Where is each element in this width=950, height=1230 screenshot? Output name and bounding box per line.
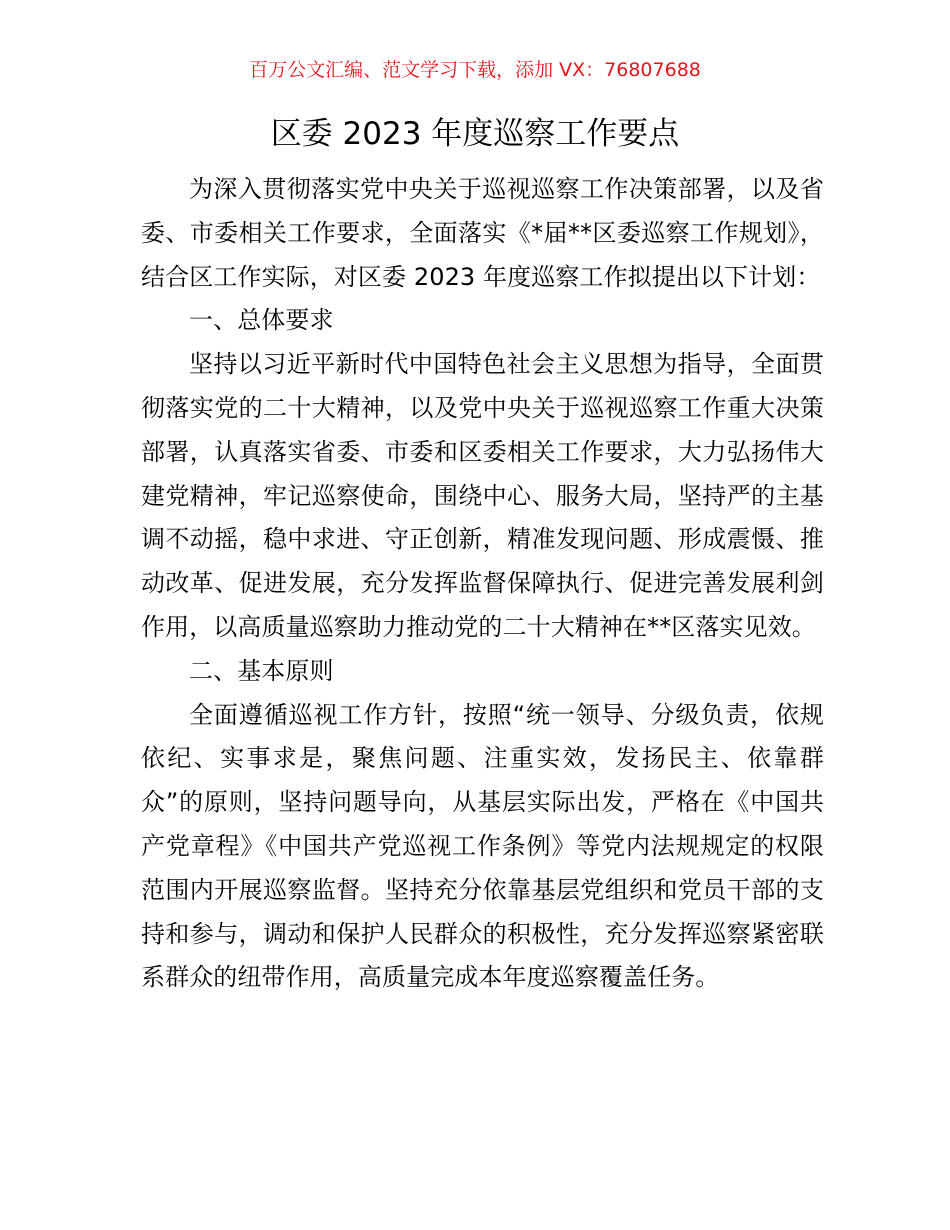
section-heading-basic-principles: 二、基本原则	[189, 656, 334, 685]
intro-paragraph: 为深入贯彻落实党中央关于巡视巡察工作决策部署，以及省委、市委相关工作要求，全面落实《*届**区委巡察工作规划》，结合区工作实际，对区委 2023 年度巡察工作拟提出以下计划：	[141, 175, 824, 291]
document-body	[141, 168, 824, 1000]
section-heading-general-requirements: 一、总体要求	[189, 306, 334, 335]
general-requirements-paragraph: 坚持以习近平新时代中国特色社会主义思想为指导，全面贯彻落实党的二十大精神，以及党中央关于巡视巡察工作重大决策部署，认真落实省委、市委和区委相关工作要求，大力弘扬伟大建党精神，牢记巡察使命，围绕中心、服务大局，坚持严的主基调不动摇，稳中求进、守正创新，精准发现问题、形成震慑、推动改革、促进发展，充分发挥监督保障执行、促进完善发展利剑作用，以高质量巡察助力推动党的二十大精神在**区落实见效。	[141, 350, 824, 641]
document-title: 区委 2023 年度巡察工作要点	[270, 116, 680, 152]
basic-principles-paragraph: 全面遵循巡视工作方针，按照“统一领导、分级负责，依规依纪、实事求是，聚焦问题、注重实效，发扬民主、依靠群众”的原则，坚持问题导向，从基层实际出发，严格在《中国共产党章程》《中国共产党巡视工作条例》等党内法规规定的权限范围内开展巡察监督。坚持充分依靠基层党组织和党员干部的支持和参与，调动和保护人民群众的积极性，充分发挥巡察紧密联系群众的纽带作用，高质量完成本年度巡察覆盖任务。	[141, 700, 824, 992]
header-note: 百万公文汇编、范文学习下载，添加 VX：76807688	[249, 59, 701, 81]
